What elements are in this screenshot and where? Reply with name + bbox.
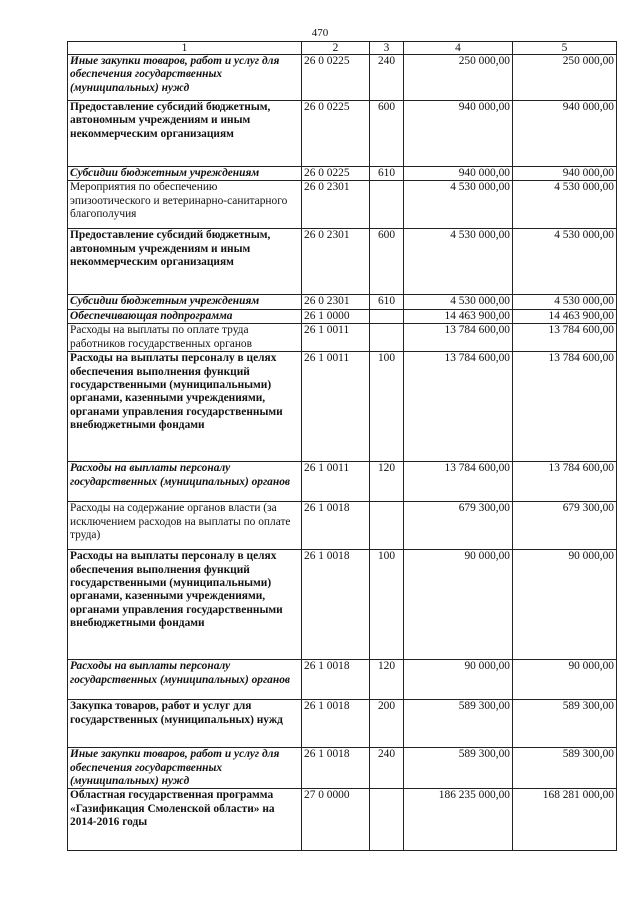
row-code: 26 1 0011 bbox=[302, 324, 370, 352]
row-code: 26 1 0018 bbox=[302, 502, 370, 550]
table-row bbox=[68, 101, 617, 167]
row-name: Иные закупки товаров, работ и услуг для обеспечения государственных (муниципальных) нужд bbox=[68, 55, 302, 101]
table-row bbox=[68, 462, 617, 502]
row-sum-2015: 90 000,00 bbox=[513, 660, 617, 700]
row-name: Предоставление субсидий бюджетным, автономным учреждениям и иным некоммерческим организациям bbox=[68, 229, 302, 295]
row-sum-2014: 14 463 900,00 bbox=[404, 309, 513, 323]
row-name: Расходы на выплаты персоналу в целях обеспечения выполнения функций государственными (муниципальными) органами, казенными учреждениями, органами управления государственными внебюджетными фондами bbox=[68, 352, 302, 462]
row-sum-2014: 679 300,00 bbox=[404, 502, 513, 550]
row-sum-2014: 940 000,00 bbox=[404, 101, 513, 167]
table-row bbox=[68, 550, 617, 660]
table-row bbox=[68, 748, 617, 789]
table-row bbox=[68, 309, 617, 323]
table-row bbox=[68, 660, 617, 700]
row-sum-2015: 589 300,00 bbox=[513, 748, 617, 789]
row-sum-2014: 13 784 600,00 bbox=[404, 462, 513, 502]
page-number: 470 bbox=[311, 27, 329, 39]
row-sum-2015: 4 530 000,00 bbox=[513, 181, 617, 229]
row-sum-2014: 13 784 600,00 bbox=[404, 352, 513, 462]
row-expense-type: 100 bbox=[370, 352, 404, 462]
row-code: 26 1 0018 bbox=[302, 550, 370, 660]
row-code: 26 0 2301 bbox=[302, 181, 370, 229]
table-row bbox=[68, 295, 617, 309]
row-expense-type: 100 bbox=[370, 550, 404, 660]
row-expense-type: 600 bbox=[370, 229, 404, 295]
row-code: 26 1 0018 bbox=[302, 660, 370, 700]
table-row bbox=[68, 700, 617, 748]
row-name: Расходы на выплаты персоналу государственных (муниципальных) органов bbox=[68, 660, 302, 700]
table-row bbox=[68, 167, 617, 181]
row-code: 26 1 0018 bbox=[302, 748, 370, 789]
row-name: Иные закупки товаров, работ и услуг для обеспечения государственных (муниципальных) нужд bbox=[68, 748, 302, 789]
row-code: 26 1 0011 bbox=[302, 462, 370, 502]
row-sum-2015: 90 000,00 bbox=[513, 550, 617, 660]
row-sum-2015: 4 530 000,00 bbox=[513, 295, 617, 309]
row-expense-type: 610 bbox=[370, 167, 404, 181]
row-expense-type: 240 bbox=[370, 55, 404, 101]
row-sum-2014: 90 000,00 bbox=[404, 660, 513, 700]
row-sum-2014: 250 000,00 bbox=[404, 55, 513, 101]
row-code: 26 0 0225 bbox=[302, 55, 370, 101]
row-sum-2015: 4 530 000,00 bbox=[513, 229, 617, 295]
column-header: 4 bbox=[404, 42, 513, 55]
row-expense-type: 240 bbox=[370, 748, 404, 789]
row-name: Мероприятия по обеспечению эпизоотического и ветеринарно-санитарного благополучия bbox=[68, 181, 302, 229]
row-code: 26 1 0018 bbox=[302, 700, 370, 748]
row-code: 27 0 0000 bbox=[302, 789, 370, 851]
column-header: 2 bbox=[302, 42, 370, 55]
row-sum-2014: 4 530 000,00 bbox=[404, 181, 513, 229]
row-code: 26 0 0225 bbox=[302, 167, 370, 181]
table-row bbox=[68, 181, 617, 229]
table-header-row bbox=[68, 42, 617, 55]
row-sum-2014: 4 530 000,00 bbox=[404, 229, 513, 295]
row-code: 26 0 2301 bbox=[302, 229, 370, 295]
table-body bbox=[68, 55, 617, 851]
row-code: 26 0 2301 bbox=[302, 295, 370, 309]
row-sum-2014: 4 530 000,00 bbox=[404, 295, 513, 309]
row-code: 26 0 0225 bbox=[302, 101, 370, 167]
row-expense-type bbox=[370, 789, 404, 851]
row-name: Закупка товаров, работ и услуг для государственных (муниципальных) нужд bbox=[68, 700, 302, 748]
row-name: Предоставление субсидий бюджетным, автономным учреждениям и иным некоммерческим организациям bbox=[68, 101, 302, 167]
column-header: 5 bbox=[513, 42, 617, 55]
row-sum-2015: 589 300,00 bbox=[513, 700, 617, 748]
row-sum-2015: 13 784 600,00 bbox=[513, 352, 617, 462]
row-expense-type: 120 bbox=[370, 660, 404, 700]
column-header: 1 bbox=[68, 42, 302, 55]
row-name: Расходы на выплаты по оплате труда работников государственных органов bbox=[68, 324, 302, 352]
table-row bbox=[68, 502, 617, 550]
row-name: Расходы на выплаты персоналу в целях обеспечения выполнения функций государственными (муниципальными) органами, казенными учреждениями, органами управления государственными внебюджетными фондами bbox=[68, 550, 302, 660]
row-expense-type bbox=[370, 309, 404, 323]
row-expense-type: 200 bbox=[370, 700, 404, 748]
row-sum-2015: 679 300,00 bbox=[513, 502, 617, 550]
budget-table bbox=[67, 41, 617, 851]
table-row bbox=[68, 789, 617, 851]
row-code: 26 1 0011 bbox=[302, 352, 370, 462]
row-name: Субсидии бюджетным учреждениям bbox=[68, 167, 302, 181]
row-sum-2014: 589 300,00 bbox=[404, 700, 513, 748]
row-sum-2015: 940 000,00 bbox=[513, 101, 617, 167]
row-expense-type bbox=[370, 502, 404, 550]
row-sum-2015: 168 281 000,00 bbox=[513, 789, 617, 851]
row-sum-2015: 250 000,00 bbox=[513, 55, 617, 101]
table-row bbox=[68, 55, 617, 101]
row-name: Областная государственная программа «Газификация Смоленской области» на 2014-2016 годы bbox=[68, 789, 302, 851]
table-row bbox=[68, 229, 617, 295]
table-row bbox=[68, 352, 617, 462]
table-row bbox=[68, 324, 617, 352]
row-name: Расходы на выплаты персоналу государственных (муниципальных) органов bbox=[68, 462, 302, 502]
row-expense-type bbox=[370, 181, 404, 229]
row-sum-2014: 589 300,00 bbox=[404, 748, 513, 789]
row-expense-type bbox=[370, 324, 404, 352]
row-sum-2015: 13 784 600,00 bbox=[513, 324, 617, 352]
row-sum-2015: 940 000,00 bbox=[513, 167, 617, 181]
row-sum-2015: 13 784 600,00 bbox=[513, 462, 617, 502]
row-code: 26 1 0000 bbox=[302, 309, 370, 323]
row-sum-2014: 90 000,00 bbox=[404, 550, 513, 660]
row-sum-2014: 186 235 000,00 bbox=[404, 789, 513, 851]
row-expense-type: 600 bbox=[370, 101, 404, 167]
row-sum-2015: 14 463 900,00 bbox=[513, 309, 617, 323]
row-sum-2014: 940 000,00 bbox=[404, 167, 513, 181]
row-expense-type: 610 bbox=[370, 295, 404, 309]
row-sum-2014: 13 784 600,00 bbox=[404, 324, 513, 352]
row-name: Обеспечивающая подпрограмма bbox=[68, 309, 302, 323]
row-expense-type: 120 bbox=[370, 462, 404, 502]
column-header: 3 bbox=[370, 42, 404, 55]
row-name: Субсидии бюджетным учреждениям bbox=[68, 295, 302, 309]
row-name: Расходы на содержание органов власти (за исключением расходов на выплаты по оплате труда) bbox=[68, 502, 302, 550]
